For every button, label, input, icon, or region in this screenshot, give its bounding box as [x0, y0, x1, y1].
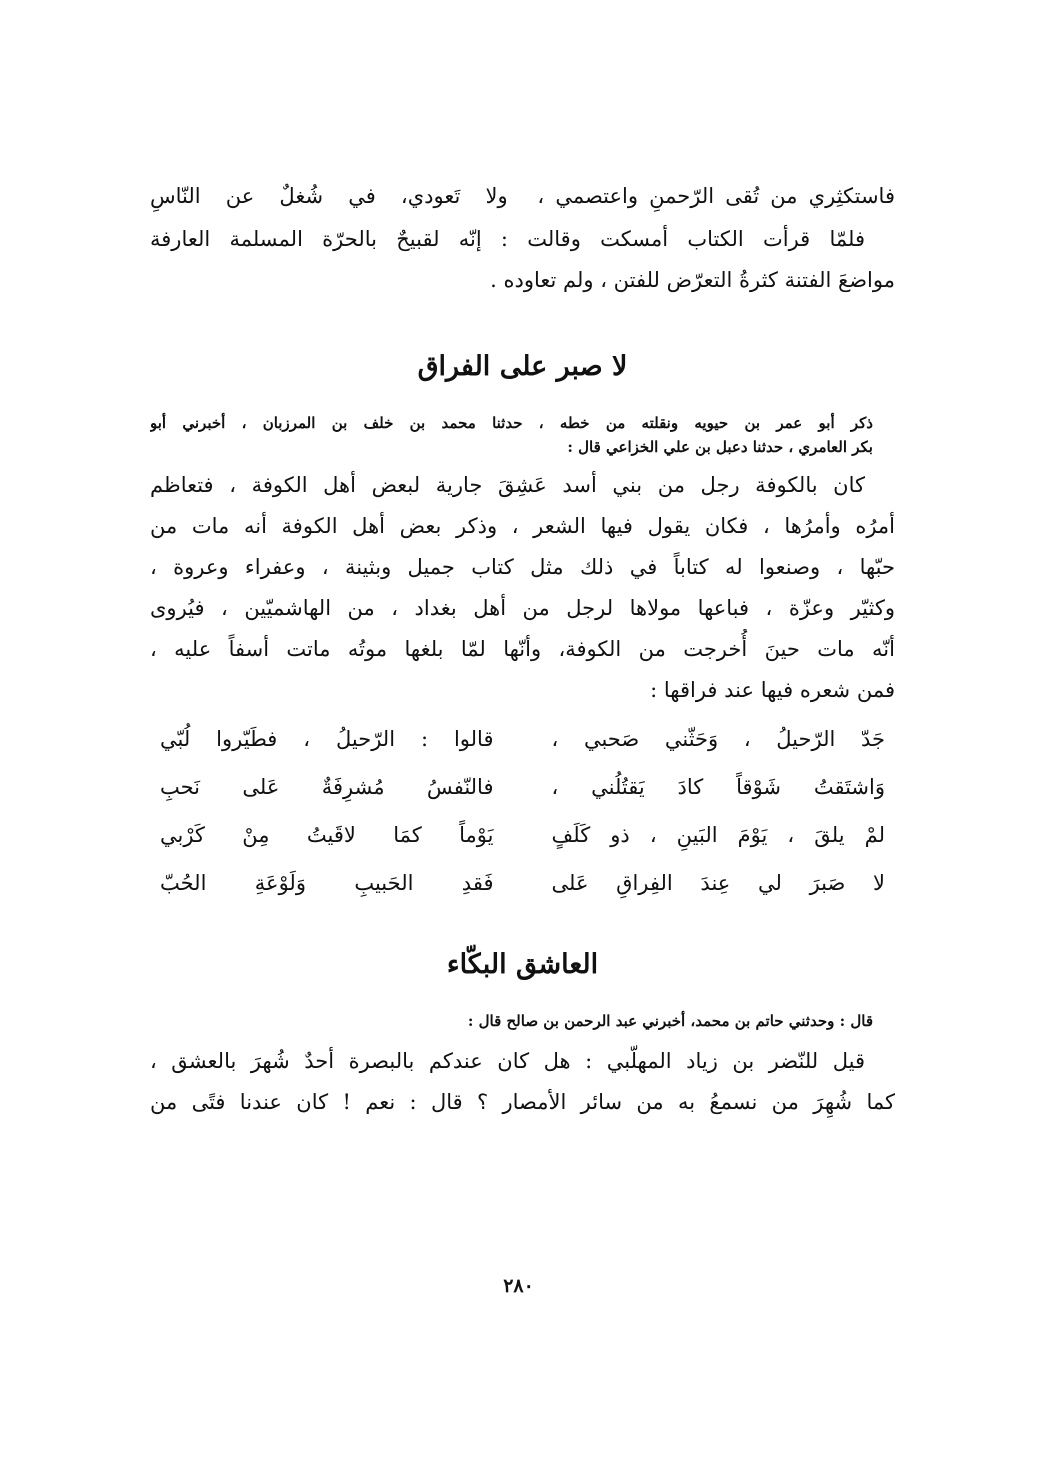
verse-second-hemistich: فالنّفسُ مُشرِفَةٌ عَلى نَحبِ: [160, 775, 494, 799]
section-title-no-patience: لا صبر على الفراق: [417, 351, 628, 382]
verse-second-hemistich: قالوا : الرّحيلُ ، فطَيّروا لُبّي: [160, 727, 494, 751]
paragraph-line: فلمّا قرأت الكتاب أمسكت وقالت : إنّه لقبيحٌ بالحرّة المسلمة العارفة: [150, 227, 865, 251]
section1-paragraph: [150, 465, 895, 711]
paragraph-line: وكثيّر وعزّة ، فباعها مولاها لرجل من أهل بغداد ، من الهاشميّين ، فيُروى: [150, 596, 895, 620]
book-page: [150, 168, 895, 1318]
verse-second-hemistich: ولا تَعودي، في شُغلٌ عن النّاسِ: [150, 184, 508, 208]
page-number: ٢٨٠: [503, 1275, 534, 1297]
poem-verse: [150, 715, 895, 763]
paragraph-line: كما شُهِرَ من نسمعُ به من سائر الأمصار ؟ قال : نعم ! كان عندنا فتًى من: [150, 1090, 895, 1114]
verse-first-hemistich: لمْ يلقَ ، يَوْمَ البَينِ ، ذو كَلَفٍ: [551, 823, 885, 847]
section1-isnad: [150, 411, 895, 459]
paragraph-line: فمن شعره فيها عند فراقها :: [650, 678, 895, 702]
poem-verse: [150, 859, 895, 907]
section2-isnad: [150, 1009, 895, 1033]
poem-verse: [150, 811, 895, 859]
paragraph-line: قيل للنّضر بن زياد المهلّبي : هل كان عندكم بالبصرة أحدٌ شُهرَ بالعشق ،: [150, 1049, 865, 1073]
isnad-line: قال : وحدثني حاتم بن محمد، أخبرني عبد الرحمن بن صالح قال :: [467, 1012, 873, 1030]
paragraph-line: كان بالكوفة رجل من بني أسد عَشِقَ جارية لبعض أهل الكوفة ، فتعاظم: [150, 473, 865, 497]
section2-paragraph: [150, 1041, 895, 1123]
opening-paragraph: [150, 219, 895, 301]
verse-first-hemistich: وَاشتَقتُ شَوْقاً كادَ يَقتُلُني ،: [551, 775, 885, 799]
verse-first-hemistich: جَدّ الرّحيلُ ، وَحَثّني صَحبي ،: [551, 727, 885, 751]
section1-poem: [150, 715, 895, 907]
verse-second-hemistich: فَقدِ الحَبيبِ وَلَوْعَةِ الحُبّ: [160, 871, 494, 895]
verse-first-hemistich: لا صَبرَ لي عِندَ الفِراقِ عَلى: [551, 871, 885, 895]
isnad-line: بكر العامري ، حدثنا دعبل بن علي الخزاعي قال :: [567, 438, 873, 456]
verse-first-hemistich: فاستكثِري من تُقى الرّحمنِ واعتصمي ،: [537, 184, 895, 208]
opening-verse: [150, 174, 895, 219]
paragraph-line: مواضعَ الفتنة كثرةُ التعرّض للفتن ، ولم تعاوده .: [490, 268, 895, 292]
paragraph-line: أمرُه وأمرُها ، فكان يقول فيها الشعر ، وذكر بعض أهل الكوفة أنه مات من: [150, 514, 895, 538]
poem-verse: [150, 763, 895, 811]
paragraph-line: أنّه مات حينَ أُخرجت من الكوفة، وأنّها لمّا بلغها موتُه ماتت أسفاً عليه ،: [150, 637, 895, 661]
section-title-weeping-lover: العاشق البكّاء: [446, 949, 599, 980]
verse-second-hemistich: يَوْماً كمَا لاقَيتُ مِنْ كَرْبي: [160, 823, 494, 847]
isnad-line: ذكر أبو عمر بن حيويه ونقلته من خطه ، حدثنا محمد بن خلف بن المرزبان ، أخبرني أبو: [150, 414, 873, 432]
paragraph-line: حبّها ، وصنعوا له كتاباً في ذلك مثل كتاب جميل وبثينة ، وعفراء وعروة ،: [150, 555, 895, 579]
